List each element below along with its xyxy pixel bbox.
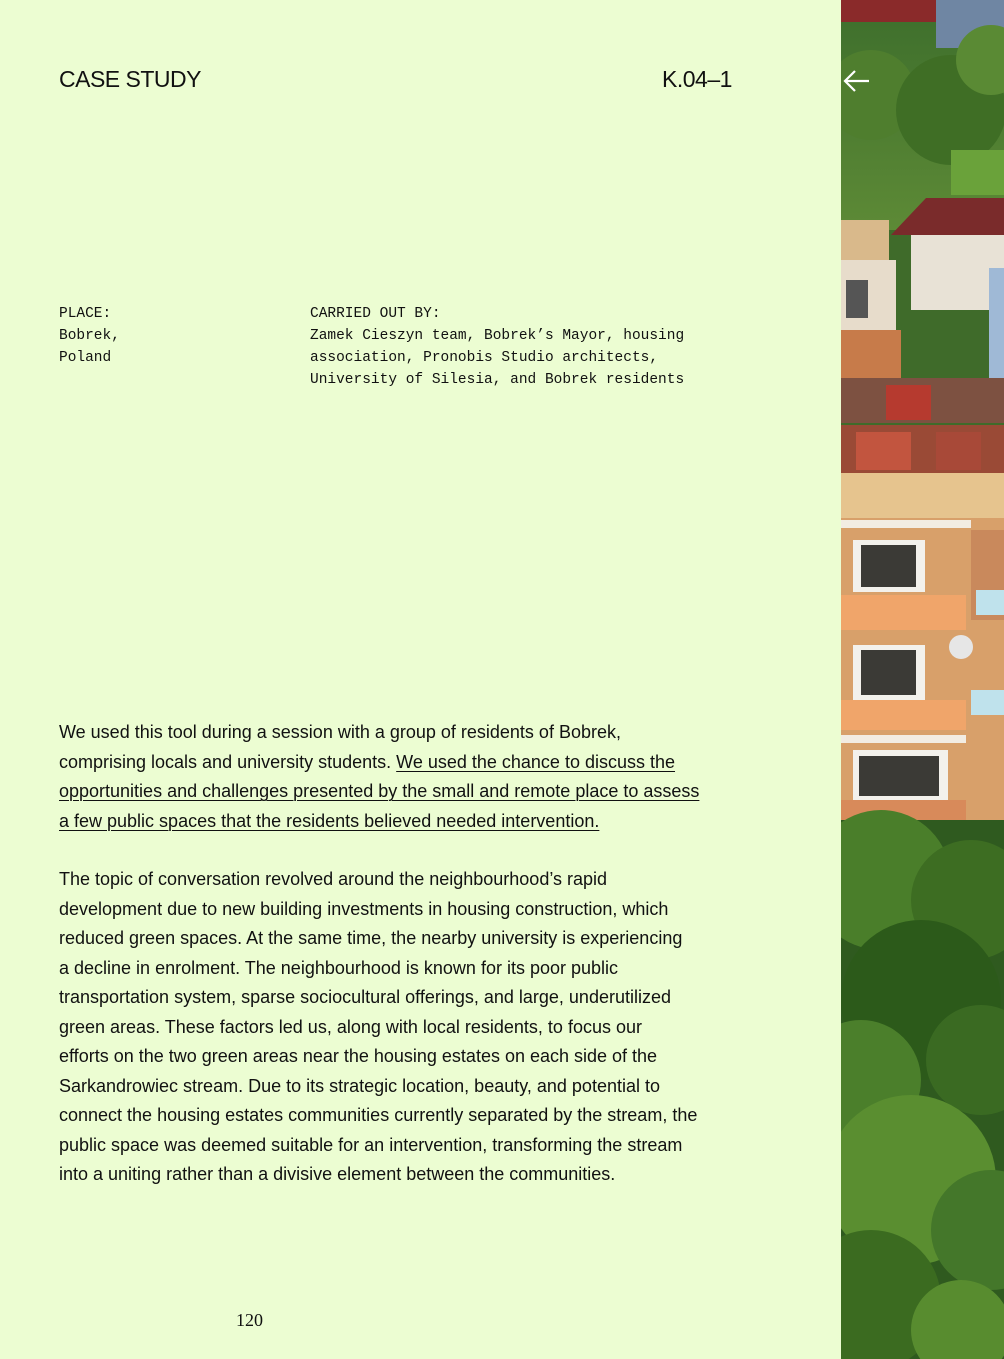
paragraph-line: into a uniting rather than a divisive element between the communities. (59, 1164, 616, 1184)
case-code: K.04–1 (662, 66, 732, 92)
paragraph-line: efforts on the two green areas near the housing estates on each side of the (59, 1046, 658, 1066)
place-line: Bobrek, (59, 328, 120, 344)
highlighted-text: opportunities and challenges presented by the small and remote place to assess (59, 781, 700, 801)
paragraph-line: reduced green spaces. At the same time, the nearby university is experiencing (59, 928, 683, 948)
paragraph-line: We used this tool during a session with a group of residents of Bobrek, (59, 722, 621, 742)
paragraph-line: Sarkandrowiec stream. Due to its strategic location, beauty, and potential to (59, 1075, 660, 1096)
context-paragraph (59, 865, 749, 1190)
place-label: PLACE: (59, 306, 112, 322)
paragraph-text: comprising locals and university students. (59, 751, 397, 772)
section-title: CASE STUDY (59, 66, 201, 92)
intro-paragraph (59, 718, 749, 836)
paragraph-line: a decline in enrolment. The neighbourhood is known for its poor public (59, 957, 619, 978)
paragraph-line: The topic of conversation revolved around the neighbourhood’s rapid (59, 869, 608, 889)
carried-out-line: Zamek Cieszyn team, Bobrek’s Mayor, housing (310, 328, 685, 344)
highlighted-text: a few public spaces that the residents believed needed intervention. (59, 810, 600, 831)
place-line: Poland (59, 350, 112, 366)
paragraph-line: connect the housing estates communities currently separated by the stream, the (59, 1105, 698, 1125)
carried-out-line: association, Pronobis Studio architects, (310, 350, 659, 366)
housing-photo (841, 0, 1004, 1359)
page-number: 120 (236, 1310, 263, 1330)
paragraph-line: public space was deemed suitable for an intervention, transforming the stream (59, 1134, 683, 1155)
paragraph-line: development due to new building investments in housing construction, which (59, 898, 669, 919)
place-block (59, 303, 259, 369)
paragraph-line: transportation system, sparse sociocultural offerings, and large, underutilized (59, 987, 671, 1007)
highlighted-text: We used the chance to discuss the (396, 751, 676, 772)
paragraph-line: green areas. These factors led us, along with local residents, to focus our (59, 1016, 642, 1037)
arrow-left-icon[interactable] (842, 66, 872, 96)
carried-out-label: CARRIED OUT BY: (310, 306, 441, 322)
paragraph-line (59, 748, 749, 778)
carried-out-line: University of Silesia, and Bobrek residents (310, 372, 685, 388)
carried-out-block (310, 303, 730, 391)
